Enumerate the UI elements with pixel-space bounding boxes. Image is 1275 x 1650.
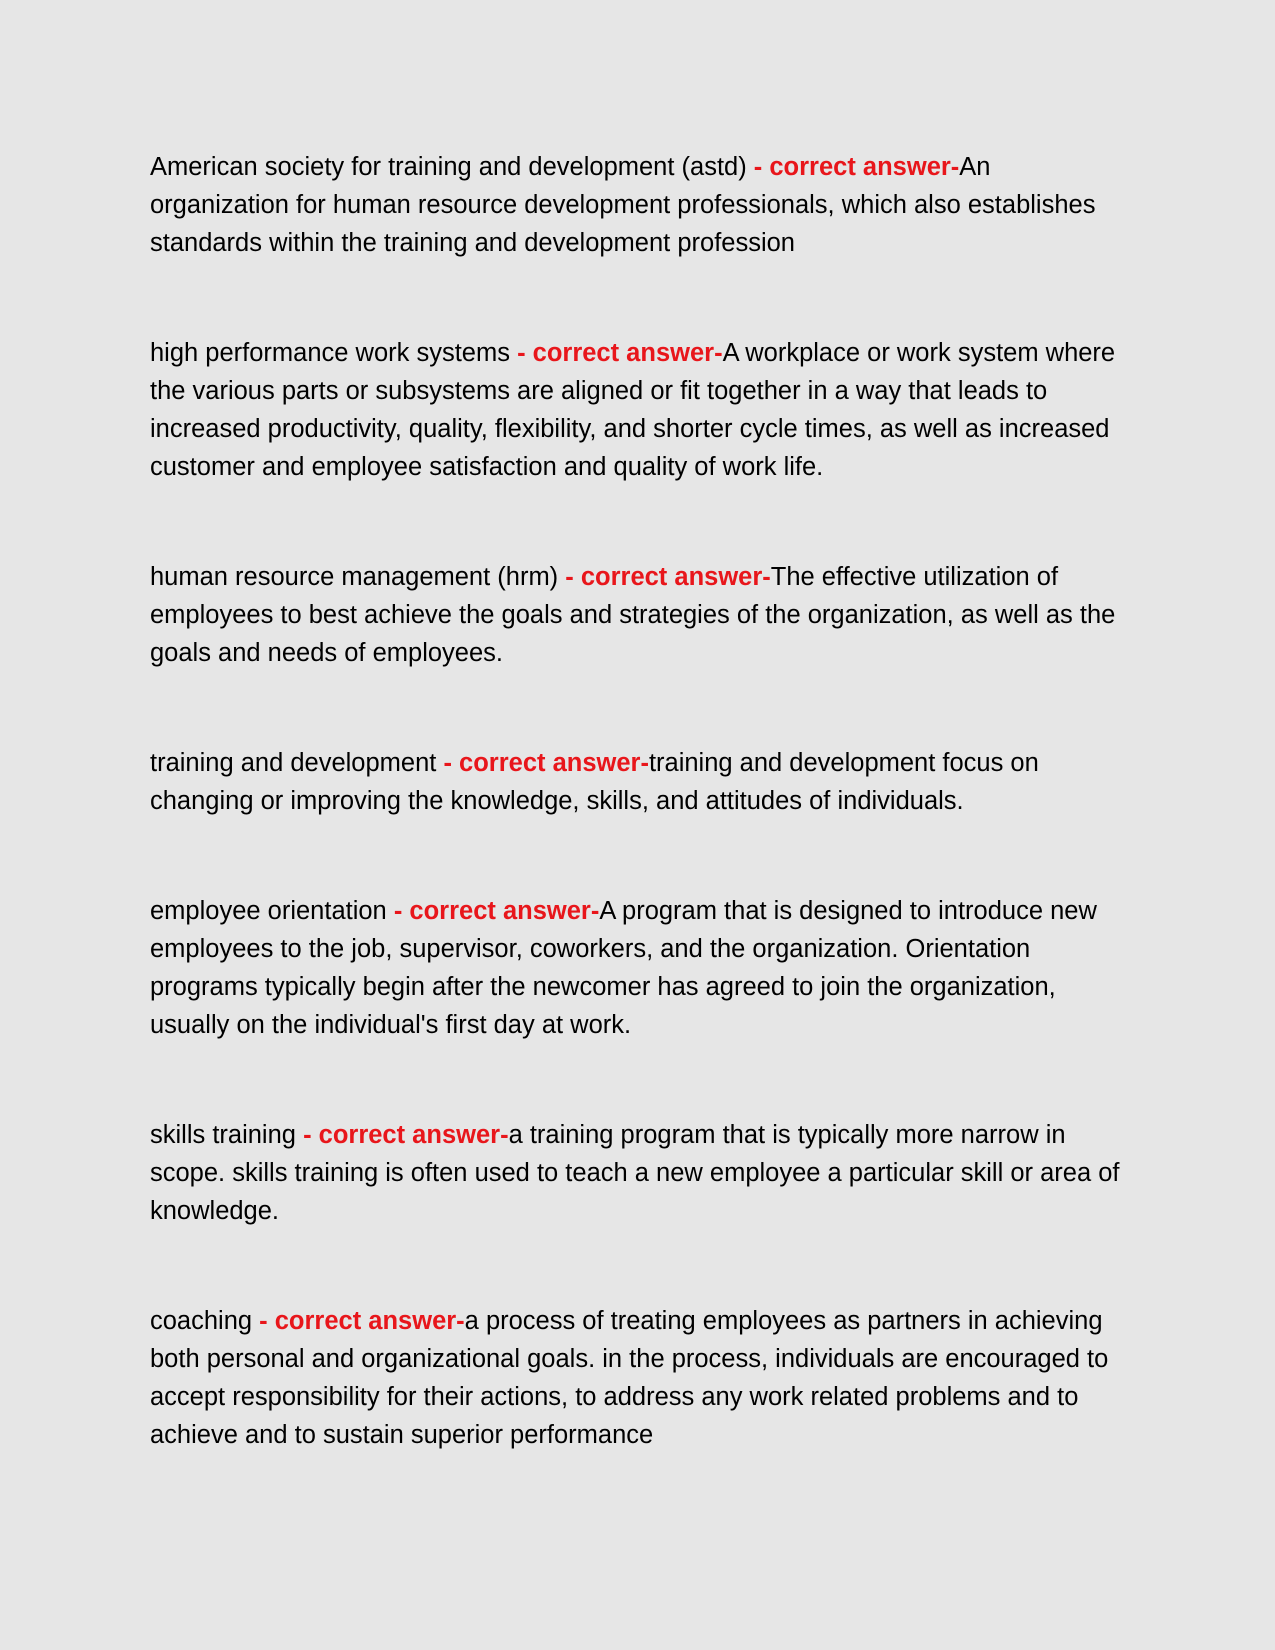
entry-definition: a process of treating employees as partners in achieving both personal and organizational goals. in the process, individuals are encouraged to accept responsibility for their actions, to address any work related problems and to achieve and to sustain superior performance [150,1307,1109,1449]
entry-definition: a training program that is typically more narrow in scope. skills training is often used to teach a new employee a particular skill or area of knowledge. [150,1121,1120,1225]
entry-term: high performance work systems [150,339,518,367]
correct-answer-marker: - correct answer- [517,339,723,367]
entry-term: employee orientation [150,897,394,925]
entry-employee-orientation [150,892,1130,1044]
entry-astd [150,148,1130,262]
entry-definition: A workplace or work system where the various parts or subsystems are aligned or fit together in a way that leads to increased productivity, quality, flexibility, and shorter cycle times, as well as increased customer and employee satisfaction and quality of work life. [150,339,1116,481]
entry-definition: An organization for human resource development professionals, which also establishes standards within the training and development profession [150,153,1096,257]
entry-definition: training and development focus on changing or improving the knowledge, skills, and attitudes of individuals. [150,749,1039,815]
correct-answer-marker: - correct answer- [753,153,960,181]
entry-skills-training [150,1116,1130,1230]
entry-term: skills training [150,1121,304,1149]
correct-answer-marker: - correct answer- [303,1121,509,1149]
correct-answer-marker: - correct answer- [259,1307,465,1335]
entry-definition: The effective utilization of employees to best achieve the goals and strategies of the organization, as well as the goals and needs of employees. [150,563,1116,667]
correct-answer-marker: - correct answer- [443,749,649,777]
entry-training-and-development [150,744,1130,820]
entry-human-resource-management [150,558,1130,672]
correct-answer-marker: - correct answer- [393,897,600,925]
document-page [150,148,1130,1454]
correct-answer-marker: - correct answer- [565,563,771,591]
entry-term: American society for training and development (astd) [150,153,754,181]
entry-definition: A program that is designed to introduce new employees to the job, supervisor, coworkers, and the organization. Orientation programs typically begin after the newcomer has agreed to join the organization, usually on the individual's first day at work. [150,897,1097,1039]
entry-term: human resource management (hrm) [150,563,566,591]
entry-high-performance-work-systems [150,334,1130,486]
entry-term: training and development [150,749,444,777]
entry-coaching [150,1302,1130,1454]
entry-term: coaching [150,1307,260,1335]
